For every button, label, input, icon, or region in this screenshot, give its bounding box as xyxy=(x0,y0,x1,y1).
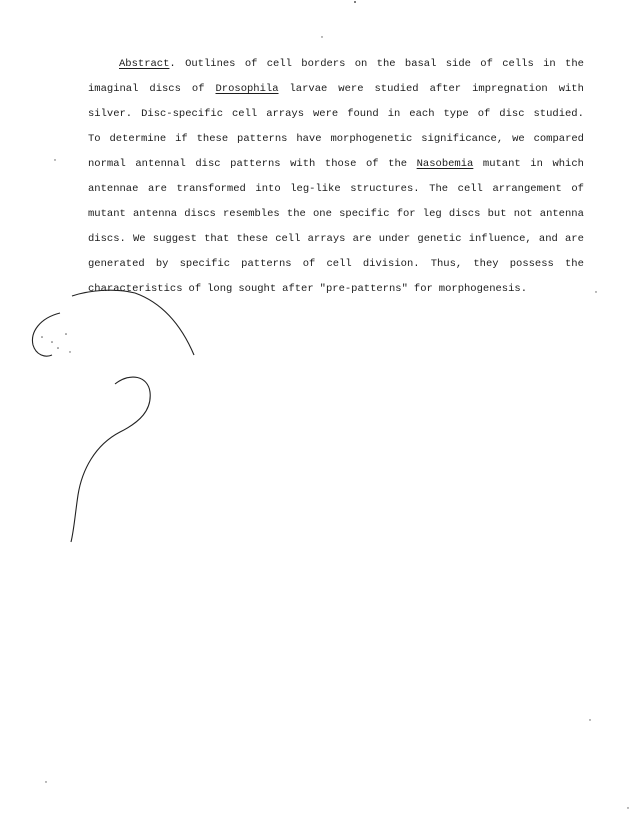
abstract-word: Disc-specific xyxy=(141,108,224,120)
abstract-word: disc xyxy=(195,158,221,170)
abstract-word: possess xyxy=(509,258,554,270)
pencil-mark xyxy=(41,336,43,338)
abstract-word: suggest xyxy=(152,233,197,245)
abstract-word: which xyxy=(552,158,584,170)
abstract-line xyxy=(88,255,584,280)
abstract-word: specific xyxy=(339,208,390,220)
abstract-word: after xyxy=(282,283,314,295)
abstract-word: with xyxy=(290,158,316,170)
abstract-word: structures. xyxy=(350,183,420,195)
abstract-line xyxy=(88,230,584,255)
abstract-word: found xyxy=(347,108,379,120)
abstract-word: patterns xyxy=(241,258,292,270)
speck-mark xyxy=(54,159,55,160)
abstract-word: these xyxy=(236,233,269,245)
abstract-word: for xyxy=(396,208,416,220)
abstract-word: arrays xyxy=(266,108,305,120)
abstract-word: division. xyxy=(362,258,420,270)
abstract-word: antennal xyxy=(135,158,186,170)
abstract-word: Nasobemia xyxy=(416,158,474,170)
abstract-line xyxy=(88,130,584,155)
abstract-word: We xyxy=(133,233,146,245)
abstract-word: are xyxy=(148,183,167,195)
abstract-line xyxy=(88,280,584,305)
abstract-word: of xyxy=(365,158,379,170)
abstract-word: if xyxy=(175,133,188,145)
speck-mark xyxy=(595,291,596,292)
abstract-word: patterns xyxy=(230,158,281,170)
abstract-word: the xyxy=(286,208,306,220)
abstract-word: antennae xyxy=(88,183,139,195)
abstract-word: one xyxy=(313,208,332,220)
abstract-word: under xyxy=(378,233,411,245)
abstract-word: leg xyxy=(422,208,442,220)
abstract-word: leg-like xyxy=(290,183,341,195)
abstract-word: of xyxy=(571,183,584,195)
abstract-word: of xyxy=(477,108,491,120)
abstract-word: characteristics xyxy=(88,283,183,295)
abstract-word: resembles xyxy=(223,208,280,220)
abstract-word: the xyxy=(564,258,584,270)
abstract-word: silver. xyxy=(88,108,133,120)
abstract-word: generated xyxy=(88,258,145,270)
abstract-word: studied. xyxy=(533,108,584,120)
pencil-mark xyxy=(57,347,59,349)
abstract-word: transformed xyxy=(176,183,246,195)
abstract-word: discs xyxy=(184,208,216,220)
abstract-word: antenna xyxy=(539,208,584,220)
abstract-word: Thus, xyxy=(430,258,463,270)
abstract-word: Outlines xyxy=(185,58,236,70)
abstract-word: with xyxy=(558,83,584,95)
speck-mark xyxy=(589,719,590,720)
abstract-word: cell xyxy=(457,183,483,195)
abstract-word: not xyxy=(513,208,533,220)
abstract-word: borders xyxy=(301,58,346,70)
abstract-word: specific xyxy=(179,258,231,270)
abstract-word: Abstract. xyxy=(119,58,176,70)
pen-stroke-loop xyxy=(32,313,60,356)
abstract-word: imaginal xyxy=(88,83,139,95)
abstract-word: for xyxy=(413,283,433,295)
abstract-paragraph xyxy=(88,55,584,305)
abstract-word: of xyxy=(302,258,316,270)
abstract-word: morphogenetic xyxy=(330,133,413,145)
abstract-word: genetic xyxy=(417,233,462,245)
abstract-word: cell xyxy=(232,108,258,120)
abstract-word: of xyxy=(191,83,205,95)
abstract-word: normal xyxy=(88,158,126,170)
abstract-word: each xyxy=(409,108,435,120)
abstract-word: of xyxy=(244,58,258,70)
abstract-word: long xyxy=(207,283,233,295)
pencil-mark xyxy=(51,341,53,343)
speck-mark xyxy=(627,807,628,808)
abstract-word: mutant xyxy=(482,158,521,170)
abstract-word: side xyxy=(445,58,471,70)
abstract-word: basal xyxy=(404,58,437,70)
abstract-word: the xyxy=(388,158,408,170)
abstract-word: "pre-patterns" xyxy=(319,283,408,295)
abstract-line xyxy=(88,155,584,180)
abstract-word: in xyxy=(530,158,543,170)
abstract-word: discs. xyxy=(88,233,126,245)
abstract-word: in xyxy=(543,58,556,70)
abstract-word: the xyxy=(376,58,396,70)
abstract-word: patterns xyxy=(237,133,288,145)
abstract-word: are xyxy=(352,233,372,245)
abstract-word: arrangement xyxy=(492,183,562,195)
abstract-word: have xyxy=(296,133,322,145)
abstract-word: after xyxy=(429,83,462,95)
abstract-word: disc xyxy=(499,108,525,120)
speck-mark xyxy=(321,36,322,37)
abstract-word: morphogenesis. xyxy=(438,283,528,295)
abstract-word: that xyxy=(204,233,230,245)
abstract-word: studied xyxy=(374,83,419,95)
abstract-word: of xyxy=(480,58,493,70)
pencil-mark xyxy=(69,351,70,352)
abstract-word: cell xyxy=(275,233,301,245)
abstract-word: cell xyxy=(326,258,352,270)
abstract-word: into xyxy=(255,183,281,195)
abstract-line xyxy=(88,55,584,80)
abstract-word: cell xyxy=(266,58,292,70)
abstract-line xyxy=(88,105,584,130)
abstract-word: significance, xyxy=(421,133,504,145)
abstract-word: these xyxy=(196,133,229,145)
abstract-word: larvae xyxy=(289,83,328,95)
abstract-word: type xyxy=(443,108,469,120)
abstract-word: of xyxy=(188,283,202,295)
abstract-word: we xyxy=(512,133,525,145)
abstract-line xyxy=(88,205,584,230)
abstract-word: discs xyxy=(149,83,181,95)
abstract-word: were xyxy=(313,108,339,120)
abstract-word: on xyxy=(354,58,368,70)
abstract-word: the xyxy=(565,58,584,70)
abstract-word: and xyxy=(538,233,558,245)
abstract-word: To xyxy=(88,133,101,145)
abstract-word: mutant xyxy=(88,208,126,220)
abstract-word: The xyxy=(429,183,449,195)
abstract-word: antenna xyxy=(133,208,178,220)
abstract-word: cells xyxy=(502,58,534,70)
abstract-word: Drosophila xyxy=(215,83,279,95)
abstract-word: were xyxy=(338,83,364,95)
abstract-word: those xyxy=(324,158,357,170)
abstract-word: arrays xyxy=(307,233,346,245)
abstract-word: but xyxy=(487,208,507,220)
abstract-word: are xyxy=(565,233,584,245)
pencil-mark xyxy=(65,333,67,335)
abstract-word: determine xyxy=(109,133,167,145)
abstract-word: compared xyxy=(533,133,584,145)
abstract-word: discs xyxy=(448,208,481,220)
abstract-word: influence, xyxy=(468,233,532,245)
abstract-line xyxy=(88,80,584,105)
abstract-word: in xyxy=(387,108,401,120)
speck-mark xyxy=(45,781,46,782)
abstract-word: sought xyxy=(238,283,277,295)
abstract-word: impregnation xyxy=(472,83,548,95)
abstract-word: by xyxy=(155,258,169,270)
pen-stroke-hook xyxy=(71,377,150,542)
speck-mark xyxy=(354,1,356,3)
abstract-line xyxy=(88,180,584,205)
abstract-word: they xyxy=(473,258,499,270)
